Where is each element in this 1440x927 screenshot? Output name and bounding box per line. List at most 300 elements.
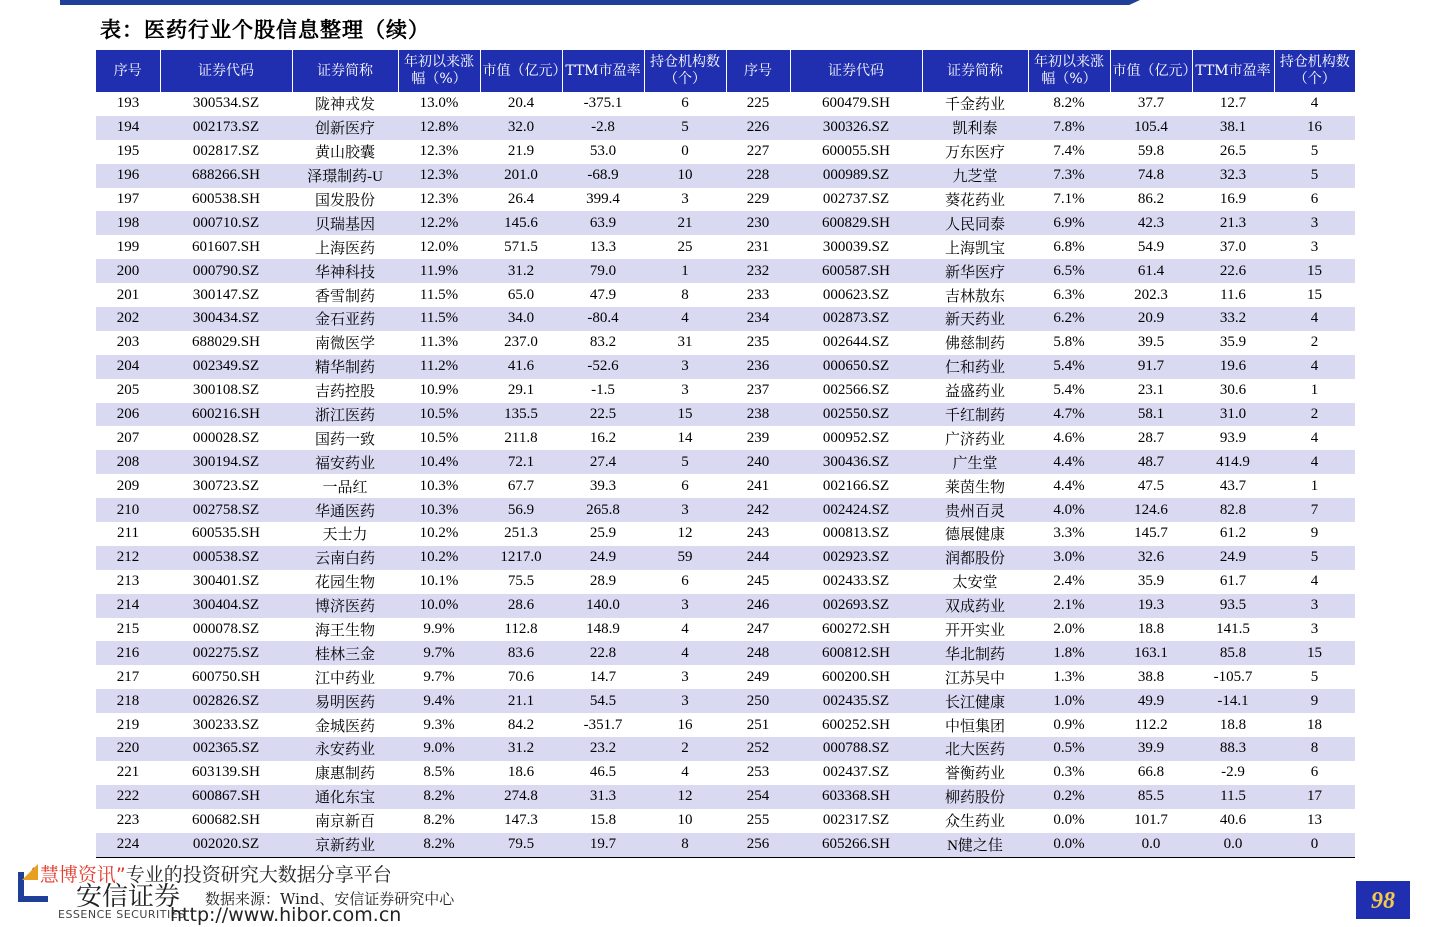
table-cell: 229 — [746, 191, 770, 207]
table-cell: 柳药股份 — [922, 785, 1028, 809]
table-cell: 10.2% — [398, 546, 480, 570]
table-cell: 254 — [726, 785, 790, 809]
brand-name: 安信证券 — [76, 882, 181, 912]
table-cell: 12.7 — [1219, 95, 1247, 112]
table-cell: 235 — [746, 334, 770, 351]
table-cell: 7 — [1274, 498, 1355, 522]
table-cell: 255 — [746, 812, 770, 829]
table-cell: 3.3% — [1053, 525, 1085, 542]
table-cell: 国药一致 — [314, 431, 375, 448]
table-cell: 000710.SZ — [160, 211, 292, 235]
table-cell: 600055.SH — [822, 143, 890, 160]
table-cell: 85.8 — [1192, 641, 1274, 665]
table-cell: 238 — [726, 403, 790, 427]
table-cell: 232 — [726, 259, 790, 283]
table-cell: 237 — [746, 382, 770, 399]
table-row — [96, 785, 1355, 809]
table-cell: 2 — [1310, 334, 1319, 351]
table-cell: 16 — [1274, 116, 1355, 140]
table-cell: 22.5 — [562, 403, 644, 427]
table-cell: 43.7 — [1219, 477, 1247, 494]
table-cell: 67.7 — [507, 477, 535, 494]
table-cell: 34.0 — [480, 307, 562, 331]
table-cell: -2.9 — [1221, 764, 1245, 781]
table-cell: 25.9 — [589, 525, 617, 542]
table-cell: 4 — [644, 641, 726, 665]
table-cell: 国发股份 — [314, 193, 375, 209]
table-cell: -375.1 — [583, 95, 623, 112]
table-cell: 201.0 — [480, 164, 562, 188]
table-cell: 252 — [726, 737, 790, 761]
table-cell: 85.5 — [1110, 785, 1192, 809]
table-cell: 10.2% — [419, 525, 459, 542]
table-cell: 3 — [1274, 211, 1355, 235]
table-cell: 88.3 — [1192, 737, 1274, 761]
table-cell: 248 — [726, 641, 790, 665]
table-cell: 千金药业 — [944, 97, 1005, 114]
table-cell: 224 — [96, 833, 160, 857]
table-cell: 千红制药 — [922, 403, 1028, 427]
table-cell: 37.0 — [1219, 238, 1247, 255]
table-cell: 002826.SZ — [160, 689, 292, 713]
table-row — [96, 737, 1355, 761]
table-cell: 誉衡药业 — [944, 766, 1005, 783]
table-cell: 226 — [726, 116, 790, 140]
table-cell: 12.3% — [398, 164, 480, 188]
table-row — [96, 761, 1355, 785]
table-cell: 8.2% — [423, 812, 455, 829]
table-cell: 247 — [746, 621, 770, 638]
table-cell: 1.0% — [1028, 689, 1110, 713]
table-cell: 202.3 — [1134, 286, 1168, 303]
table-cell: 265.8 — [562, 498, 644, 522]
table-cell: -1.5 — [591, 382, 615, 399]
table-cell: 3 — [681, 191, 689, 207]
table-cell: 112.8 — [504, 621, 538, 638]
table-row — [96, 594, 1355, 618]
table-cell: 19.3 — [1110, 594, 1192, 618]
table-cell: 53.0 — [589, 143, 617, 160]
table-cell: 245 — [746, 573, 770, 590]
table-cell: 48.7 — [1110, 450, 1192, 474]
table-row — [96, 522, 1355, 546]
table-cell: 0 — [681, 143, 689, 160]
table-cell: 益盛药业 — [944, 384, 1005, 401]
table-cell: 74.8 — [1110, 164, 1192, 188]
table-cell: 一品红 — [322, 479, 368, 496]
table-cell: 康惠制药 — [314, 766, 375, 783]
table-cell: 云南白药 — [292, 546, 398, 570]
table-cell: 600750.SH — [192, 668, 260, 685]
table-cell: 佛慈制药 — [944, 336, 1005, 353]
table-cell: 30.6 — [1219, 382, 1247, 399]
table-cell: 海王生物 — [314, 623, 375, 640]
table-cell: 002550.SZ — [790, 403, 922, 427]
table-cell: 5.4% — [1053, 382, 1085, 399]
watermark-text: 专业的投资研究大数据分享平台 — [125, 864, 392, 886]
column-header: 持仓机构数（个） — [644, 50, 726, 92]
table-cell: 10.1% — [419, 573, 459, 590]
table-cell: 24.9 — [562, 546, 644, 570]
table-cell: 002873.SZ — [790, 307, 922, 331]
table-cell: 南京新百 — [314, 814, 375, 831]
table-cell: 3 — [644, 498, 726, 522]
table-cell: 5 — [1274, 546, 1355, 570]
table-cell: 6 — [1310, 764, 1319, 781]
table-cell: 5 — [1310, 143, 1319, 160]
table-cell: 4.7% — [1028, 403, 1110, 427]
table-cell: 220 — [96, 737, 160, 761]
table-cell: 3 — [644, 594, 726, 618]
table-cell: 3 — [681, 668, 689, 685]
table-cell: 002349.SZ — [160, 355, 292, 379]
table-cell: 九芝堂 — [922, 164, 1028, 188]
table-cell: 4 — [644, 307, 726, 331]
table-cell: 47.5 — [1137, 477, 1165, 494]
table-cell: 8.2% — [1053, 95, 1085, 112]
table-cell: 13.0% — [419, 95, 459, 112]
table-cell: 德展健康 — [944, 527, 1005, 544]
table-row — [96, 426, 1355, 450]
table-cell: 广济药业 — [944, 431, 1005, 448]
table-cell: 0.2% — [1028, 785, 1110, 809]
table-cell: 15 — [1274, 641, 1355, 665]
table-cell: 300723.SZ — [192, 477, 260, 494]
table-cell: 216 — [96, 641, 160, 665]
table-cell: 15.8 — [589, 812, 617, 829]
table-cell: 9.7% — [423, 668, 455, 685]
table-cell: 46.5 — [589, 764, 617, 781]
column-header: 序号 — [96, 50, 160, 92]
table-cell: 000623.SZ — [822, 286, 890, 303]
table-cell: -14.1 — [1192, 689, 1274, 713]
table-cell: 600682.SH — [192, 812, 260, 829]
table-cell: 18.6 — [507, 764, 535, 781]
table-row — [96, 450, 1355, 474]
table-cell: 230 — [726, 211, 790, 235]
table-cell: 002173.SZ — [160, 116, 292, 140]
table-cell: 广生堂 — [922, 450, 1028, 474]
table-cell: 002433.SZ — [822, 573, 890, 590]
table-row — [96, 665, 1355, 689]
table-cell: 237.0 — [504, 334, 538, 351]
table-cell: 金石亚药 — [292, 307, 398, 331]
table-cell: 8 — [644, 833, 726, 857]
table-cell: 002817.SZ — [192, 143, 260, 160]
table-cell: 38.1 — [1192, 116, 1274, 140]
table-cell: 49.9 — [1110, 689, 1192, 713]
table-cell: 571.5 — [504, 238, 538, 255]
table-cell: 83.6 — [480, 641, 562, 665]
table-cell: 华神科技 — [292, 259, 398, 283]
table-cell: 0.0% — [1053, 812, 1085, 829]
table-row — [96, 546, 1355, 570]
table-cell: 9 — [1310, 525, 1319, 542]
table-cell: 236 — [726, 355, 790, 379]
table-cell: 000650.SZ — [790, 355, 922, 379]
table-cell: 193 — [116, 95, 140, 112]
table-cell: 4.4% — [1028, 450, 1110, 474]
table-cell: 桂林三金 — [292, 641, 398, 665]
table-cell: 7.4% — [1053, 143, 1085, 160]
table-cell: 79.5 — [480, 833, 562, 857]
table-cell: 253 — [746, 764, 770, 781]
brand-logo-accent-icon — [22, 864, 38, 880]
table-cell: 688029.SH — [192, 334, 260, 351]
table-cell: 9.4% — [398, 689, 480, 713]
table-cell: 26.5 — [1219, 143, 1247, 160]
table-cell: 19.6 — [1192, 355, 1274, 379]
table-cell: 香雪制药 — [314, 288, 375, 305]
table-cell: 花园生物 — [314, 575, 375, 592]
column-header: 年初以来涨幅（%） — [1028, 50, 1110, 92]
table-cell: 新天药业 — [922, 307, 1028, 331]
table-cell: 31.0 — [1192, 403, 1274, 427]
table-cell: 002923.SZ — [790, 546, 922, 570]
table-cell: 19.7 — [562, 833, 644, 857]
column-header: 证券代码 — [790, 50, 922, 92]
table-cell: 163.1 — [1110, 641, 1192, 665]
table-cell: 300147.SZ — [192, 286, 260, 303]
table-cell: 15 — [644, 403, 726, 427]
table-cell: 147.3 — [504, 812, 538, 829]
table-cell: 251 — [746, 716, 770, 733]
table-cell: 11.6 — [1220, 286, 1246, 303]
table-cell: 3 — [1310, 238, 1319, 255]
table-cell: 231 — [746, 238, 770, 255]
table-cell: 213 — [116, 573, 140, 590]
table-cell: 79.0 — [562, 259, 644, 283]
table-cell: 91.7 — [1110, 355, 1192, 379]
table-cell: 6 — [1310, 191, 1319, 207]
table-cell: 194 — [96, 116, 160, 140]
table-cell: 11.5 — [1192, 785, 1274, 809]
table-cell: 63.9 — [562, 211, 644, 235]
table-cell: 197 — [116, 191, 140, 207]
table-cell: 002275.SZ — [160, 641, 292, 665]
table-cell: 21.9 — [507, 143, 535, 160]
table-cell: 11.5% — [398, 307, 480, 331]
table-cell: 太安堂 — [952, 575, 998, 592]
table-cell: 18.8 — [1137, 621, 1165, 638]
table-cell: 72.1 — [480, 450, 562, 474]
table-cell: 18.8 — [1219, 716, 1247, 733]
column-header: 证券简称 — [922, 50, 1028, 92]
table-cell: 605266.SH — [790, 833, 922, 857]
table-cell: 26.4 — [507, 191, 535, 207]
table-cell: 145.7 — [1134, 525, 1168, 542]
column-header: TTM市盈率 — [1192, 50, 1274, 92]
column-header: 年初以来涨幅（%） — [398, 50, 480, 92]
table-cell: -68.9 — [562, 164, 644, 188]
table-cell: 249 — [746, 668, 770, 685]
table-cell: 0.3% — [1053, 764, 1085, 781]
table-cell: 0.0% — [1028, 833, 1110, 857]
table-cell: 10.3% — [398, 498, 480, 522]
table-cell: 5 — [644, 450, 726, 474]
table-cell: 浙江医药 — [292, 403, 398, 427]
table-cell: 300039.SZ — [822, 238, 890, 255]
table-row — [96, 92, 1355, 116]
table-cell: 219 — [116, 716, 140, 733]
table-cell: 256 — [726, 833, 790, 857]
page-title: 表：医药行业个股信息整理（续） — [100, 17, 430, 42]
table-cell: 300194.SZ — [160, 450, 292, 474]
table-cell: 莱茵生物 — [944, 479, 1005, 496]
table-cell: 0 — [1274, 833, 1355, 857]
brand-name-en: ESSENCE SECURITIES — [58, 908, 186, 921]
table-cell: 214 — [96, 594, 160, 618]
table-cell: N健之佳 — [922, 833, 1028, 857]
table-cell: 32.0 — [480, 116, 562, 140]
table-cell: 211.8 — [504, 429, 538, 446]
table-cell: 32.6 — [1110, 546, 1192, 570]
table-cell: -105.7 — [1213, 668, 1253, 685]
table-cell: 上海医药 — [314, 240, 375, 257]
table-cell: 41.6 — [480, 355, 562, 379]
table-cell: 贵州百灵 — [922, 498, 1028, 522]
table-cell: 105.4 — [1110, 116, 1192, 140]
table-cell: 21 — [644, 211, 726, 235]
table-cell: 84.2 — [507, 716, 535, 733]
column-header: 市值（亿元） — [480, 50, 562, 92]
table-cell: 11.3% — [419, 334, 459, 351]
table-cell: 75.5 — [507, 573, 535, 590]
table-cell: 华通医药 — [292, 498, 398, 522]
table-cell: 10.4% — [398, 450, 480, 474]
table-cell: 9.0% — [398, 737, 480, 761]
table-cell: 1217.0 — [480, 546, 562, 570]
table-cell: 通化东宝 — [292, 785, 398, 809]
table-row — [96, 235, 1355, 259]
watermark-url[interactable]: http://www.hibor.com.cn — [170, 904, 402, 926]
table-cell: 8 — [1274, 737, 1355, 761]
table-cell: 开开实业 — [944, 623, 1005, 640]
table-row — [96, 618, 1355, 642]
table-cell: 201 — [116, 286, 140, 303]
table-cell: 易明医药 — [292, 689, 398, 713]
table-cell: 12.0% — [419, 238, 459, 255]
table-row — [96, 809, 1355, 833]
table-cell: 23.1 — [1137, 382, 1165, 399]
table-cell: 59.8 — [1137, 143, 1165, 160]
table-cell: 6.8% — [1053, 238, 1085, 255]
table-cell: 300401.SZ — [192, 573, 260, 590]
table-cell: 688266.SH — [160, 164, 292, 188]
table-cell: 000989.SZ — [790, 164, 922, 188]
table-cell: 54.5 — [562, 689, 644, 713]
table-cell: 10.9% — [419, 382, 459, 399]
table-cell: 3.0% — [1028, 546, 1110, 570]
table-cell: 40.6 — [1219, 812, 1247, 829]
table-cell: 002020.SZ — [160, 833, 292, 857]
table-cell: 7.3% — [1028, 164, 1110, 188]
table-cell: 凯利泰 — [922, 116, 1028, 140]
table-cell: 000813.SZ — [822, 525, 890, 542]
table-cell: 39.9 — [1110, 737, 1192, 761]
table-cell: 吉林敖东 — [944, 288, 1005, 305]
table-cell: 1.3% — [1053, 668, 1085, 685]
table-row — [96, 283, 1355, 307]
table-cell: 2 — [644, 737, 726, 761]
table-cell: -351.7 — [583, 716, 623, 733]
table-row — [96, 689, 1355, 713]
page-number: 98 — [1356, 881, 1410, 919]
top-accent-bar — [60, 0, 1140, 5]
table-cell: 2 — [1274, 403, 1355, 427]
table-cell: 600867.SH — [160, 785, 292, 809]
table-cell: 6.3% — [1053, 286, 1085, 303]
table-cell: 20.4 — [507, 95, 535, 112]
table-cell: 7.8% — [1028, 116, 1110, 140]
table-cell: 65.0 — [507, 286, 535, 303]
table-cell: 万东医疗 — [944, 145, 1005, 162]
table-cell: 人民同泰 — [922, 211, 1028, 235]
table-cell: -80.4 — [562, 307, 644, 331]
table-cell: 61.2 — [1219, 525, 1247, 542]
table-cell: 274.8 — [480, 785, 562, 809]
table-cell: 250 — [726, 689, 790, 713]
table-cell: 5 — [1310, 668, 1319, 685]
table-row — [96, 211, 1355, 235]
table-cell: 300108.SZ — [192, 382, 260, 399]
table-cell: 54.9 — [1137, 238, 1165, 255]
table-cell: 234 — [726, 307, 790, 331]
column-header: 证券代码 — [160, 50, 292, 92]
table-cell: 长江健康 — [922, 689, 1028, 713]
table-cell: 300404.SZ — [160, 594, 292, 618]
table-cell: 9.9% — [423, 621, 455, 638]
table-cell: 600538.SH — [192, 191, 260, 207]
table-cell: 0.9% — [1053, 716, 1085, 733]
table-row — [96, 355, 1355, 379]
table-cell: 70.6 — [507, 668, 535, 685]
table-cell: 4 — [1310, 573, 1319, 590]
table-cell: 12.2% — [398, 211, 480, 235]
table-cell: 16.2 — [589, 429, 617, 446]
table-cell: 9.7% — [398, 641, 480, 665]
table-row — [96, 713, 1355, 737]
table-cell: 天士力 — [322, 527, 368, 544]
table-cell: 93.5 — [1192, 594, 1274, 618]
table-cell: 243 — [746, 525, 770, 542]
table-row — [96, 140, 1355, 164]
table-cell: 13 — [1307, 812, 1322, 829]
column-header: 持仓机构数（个） — [1274, 50, 1355, 92]
table-cell: 196 — [96, 164, 160, 188]
table-cell: 210 — [96, 498, 160, 522]
table-cell: -2.8 — [562, 116, 644, 140]
table-cell: 600829.SH — [790, 211, 922, 235]
table-cell: 66.8 — [1137, 764, 1165, 781]
table-cell: 218 — [96, 689, 160, 713]
table-cell: 4.6% — [1053, 429, 1085, 446]
table-cell: 精华制药 — [292, 355, 398, 379]
table-cell: 陇神戎发 — [314, 97, 375, 114]
table-cell: 31 — [677, 334, 693, 351]
table-cell: 3 — [681, 382, 689, 399]
table-cell: 37.7 — [1137, 95, 1165, 112]
table-row — [96, 498, 1355, 522]
table-cell: 1.8% — [1028, 641, 1110, 665]
table-cell: 6 — [681, 477, 689, 494]
table-cell: 600252.SH — [822, 716, 890, 733]
table-cell: 600587.SH — [790, 259, 922, 283]
table-cell: 江苏吴中 — [944, 670, 1005, 687]
table-cell: 22.8 — [562, 641, 644, 665]
table-row — [96, 379, 1355, 403]
table-cell: 217 — [116, 668, 140, 685]
